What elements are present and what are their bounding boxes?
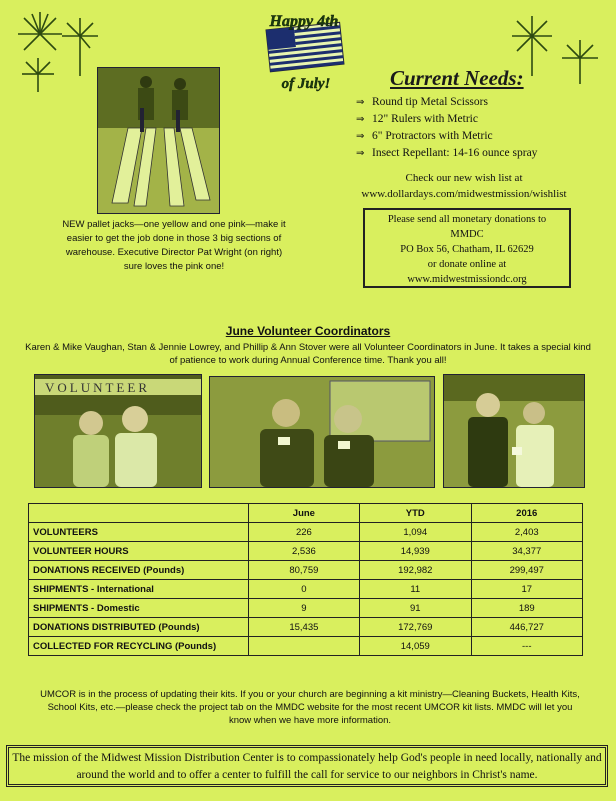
cell-2016: --- [471,637,583,656]
cell-ytd: 172,769 [360,618,471,637]
cell-june [248,637,359,656]
cell-june: 9 [248,599,359,618]
current-needs-title: Current Needs: [390,66,524,90]
cell-2016: 2,403 [471,523,583,542]
cell-ytd: 91 [360,599,471,618]
statistics-table [28,503,583,656]
july-4th-banner [248,6,360,92]
arrow-right-icon: ⇒ [356,114,365,125]
table-row [29,618,583,637]
table-row [29,542,583,561]
column-header [29,504,249,523]
donation-line: MMDC [450,229,484,240]
row-label: VOLUNTEER HOURS [29,542,249,561]
mission-statement: The mission of the Midwest Mission Distribution Center is to compassionately help God's people in need locally, nationally and around the world and to offer a center to fulfill the call for service to our neighbors in Christ's name. [6,745,608,787]
cell-2016: 34,377 [471,542,583,561]
cell-june: 2,536 [248,542,359,561]
row-label: SHIPMENTS - International [29,580,249,599]
row-label: VOLUNTEERS [29,523,249,542]
cell-june: 15,435 [248,618,359,637]
banner-line2: of July! [281,76,331,92]
coordinators-photo-3 [443,374,585,488]
volunteer-banner-text: VOLUNTEER [45,380,150,395]
column-header: June [248,504,359,523]
wishlist-intro: Check our new wish list at [405,172,523,184]
row-label: DONATIONS RECEIVED (Pounds) [29,561,249,580]
list-item: ⇒ Insect Repellant: 14-16 ounce spray [356,145,537,162]
banner-line1: Happy 4th [269,13,339,30]
donation-website-link[interactable]: www.midwestmissiondc.org [407,274,527,285]
cell-ytd: 1,094 [360,523,471,542]
cell-2016: 446,727 [471,618,583,637]
arrow-right-icon: ⇒ [356,131,365,142]
arrow-right-icon: ⇒ [356,148,365,159]
wishlist-link[interactable]: www.dollardays.com/midwestmission/wishlist [361,188,567,200]
table-row [29,523,583,542]
table-row [29,637,583,656]
column-header: 2016 [471,504,583,523]
wishlist-block [345,170,583,202]
row-label: COLLECTED FOR RECYCLING (Pounds) [29,637,249,656]
list-item: ⇒ 12" Rulers with Metric [356,111,537,128]
cell-ytd: 14,059 [360,637,471,656]
june-coordinators-text: Karen & Mike Vaughan, Stan & Jennie Lowrey, and Phillip & Ann Stover were all Volunteer Coordinators in June. It takes a special kind of patience to work during Annual Conference time. Thank you all! [25,342,591,366]
table-row [29,561,583,580]
pallet-jack-caption: NEW pallet jacks—one yellow and one pink—make it easier to get the job done in those 3 big sections of warehouse. Executive Director Pat Wright (on right) sure loves the pink one! [62,219,286,272]
list-item: ⇒ 6" Protractors with Metric [356,128,537,145]
donation-line: or donate online at [427,259,507,270]
june-coordinators-title: June Volunteer Coordinators [225,324,391,338]
table-row [29,599,583,618]
cell-2016: 299,497 [471,561,583,580]
table-header-row [29,504,583,523]
table-row [29,580,583,599]
donation-line: Please send all monetary donations to [387,214,547,225]
cell-june: 0 [248,580,359,599]
cell-2016: 17 [471,580,583,599]
cell-ytd: 14,939 [360,542,471,561]
needs-list [356,94,537,162]
row-label: SHIPMENTS - Domestic [29,599,249,618]
donation-address: PO Box 56, Chatham, IL 62629 [400,244,534,255]
column-header: YTD [360,504,471,523]
coordinators-photo-1 [34,374,202,488]
pallet-jack-photo [97,67,220,214]
row-label: DONATIONS DISTRIBUTED (Pounds) [29,618,249,637]
arrow-right-icon: ⇒ [356,97,365,108]
coordinators-photo-2 [209,376,435,488]
cell-june: 80,759 [248,561,359,580]
cell-2016: 189 [471,599,583,618]
donation-box [363,208,571,288]
cell-ytd: 192,982 [360,561,471,580]
cell-ytd: 11 [360,580,471,599]
cell-june: 226 [248,523,359,542]
list-item: ⇒ Round tip Metal Scissors [356,94,537,111]
umcor-notice: UMCOR is in the process of updating their kits. If you or your church are beginning a kit ministry—Cleaning Buckets, Health Kits, School Kits, etc.—please check the project tab on the MMDC website for the most recent UMCOR kit lists. MMDC will let you know when we have more information. [40,689,580,726]
